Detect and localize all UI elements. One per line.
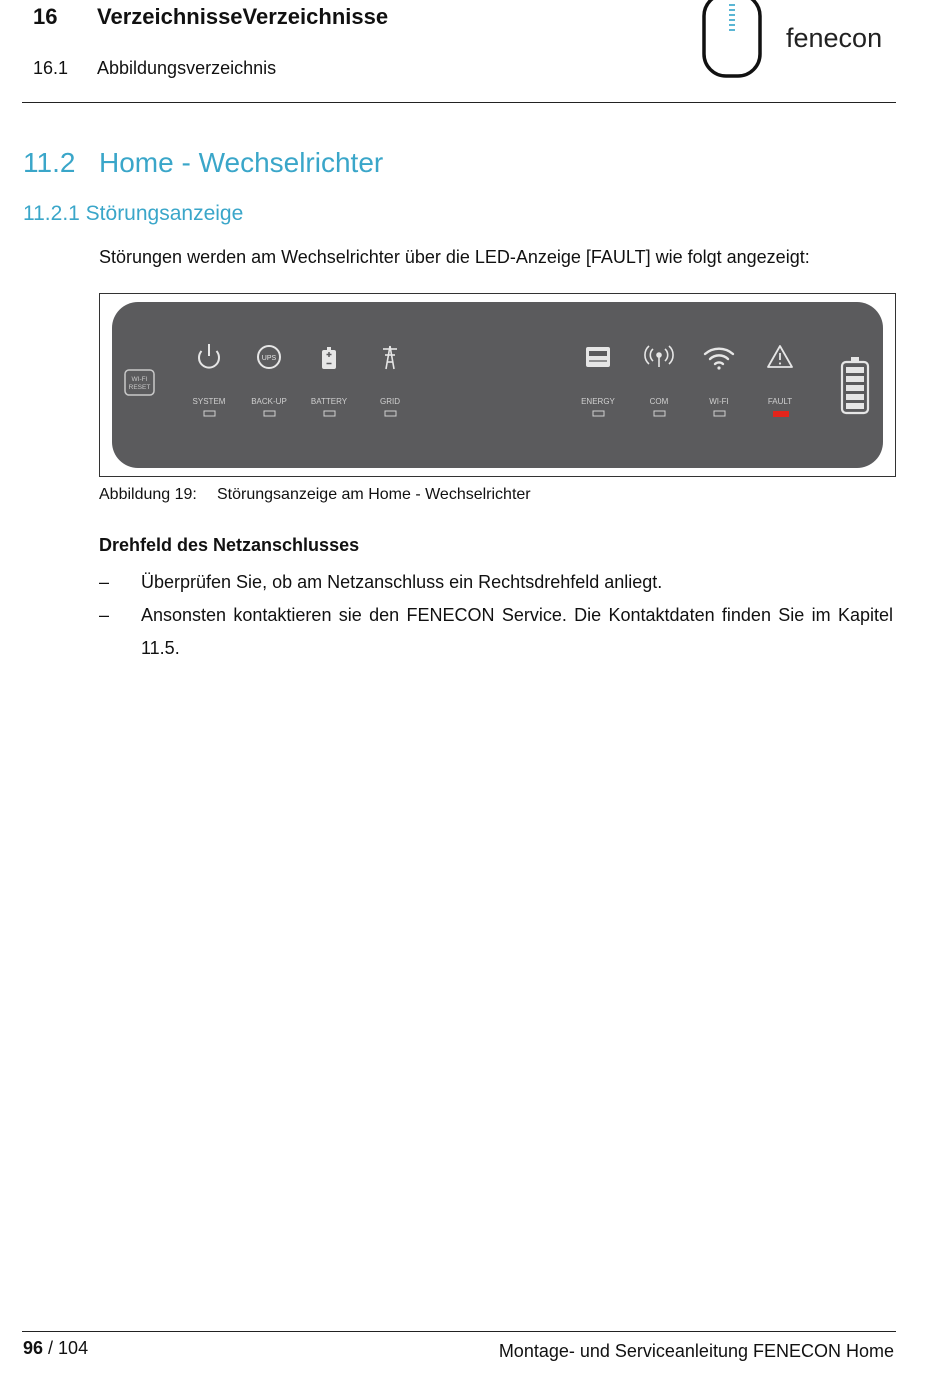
current-page: 96 [23, 1338, 44, 1358]
chapter-number: 16 [33, 4, 58, 29]
battery-icon [322, 347, 336, 369]
section-title-header: Abbildungsverzeichnis [97, 58, 277, 78]
subsection-heading [23, 202, 243, 226]
footer-rule [22, 1331, 896, 1332]
led-fault-active [773, 411, 789, 417]
section-heading [23, 147, 383, 179]
logo-text: fenecon [786, 23, 883, 53]
bullet-marker: – [99, 572, 110, 592]
page-number [23, 1338, 88, 1359]
fenecon-logo-graphic [700, 0, 900, 80]
fenecon-logo [700, 0, 900, 80]
bullet-text: Überprüfen Sie, ob am Netzanschluss ein Rechtsdrehfeld anliegt. [141, 572, 663, 592]
figure-caption-label: Abbildung 19: [99, 486, 197, 503]
svg-text:RESET: RESET [128, 384, 151, 391]
subsection-heading-title: Störungsanzeige [85, 202, 244, 225]
bullet-text: Ansonsten kontaktieren sie den FENECON Service. Die Kontaktdaten finden Sie im Kapitel 11.5. [141, 605, 893, 658]
section-heading-number: 11.2 [23, 147, 76, 178]
inverter-panel-illustration [100, 294, 895, 476]
figure-caption-text: Störungsanzeige am Home - Wechselrichter [217, 486, 531, 503]
inverter-led-figure [99, 293, 896, 477]
section-heading-title: Home - Wechselrichter [99, 147, 384, 178]
subheading: Drehfeld des Netzanschlusses [99, 535, 360, 555]
section-number-header: 16.1 [33, 58, 69, 78]
figure-caption [99, 486, 531, 504]
chapter-title: VerzeichnisseVerzeichnisse [97, 4, 389, 29]
bullet-marker: – [99, 605, 110, 625]
svg-text:WI-FI: WI-FI [131, 376, 148, 383]
page-separator: / [43, 1338, 59, 1358]
total-pages: 104 [58, 1338, 89, 1358]
led-label-grid: GRID [380, 397, 400, 406]
led-label-wifi: WI-FI [709, 397, 729, 406]
intro-paragraph: Störungen werden am Wechselrichter über die LED-Anzeige [FAULT] wie folgt angezeigt: [99, 247, 810, 267]
led-label-system: SYSTEM [192, 397, 226, 406]
led-label-backup: BACK-UP [251, 397, 287, 406]
led-label-com: COM [649, 397, 669, 406]
led-label-battery: BATTERY [310, 397, 348, 406]
led-label-fault: FAULT [767, 397, 793, 406]
inverter-panel [112, 302, 883, 468]
svg-text:UPS: UPS [261, 355, 277, 362]
footer-document-title: Montage- und Serviceanleitung FENECON Home [498, 1341, 894, 1361]
led-label-energy: ENERGY [581, 397, 615, 406]
energy-meter-icon [586, 347, 610, 367]
subsection-heading-number: 11.2.1 [23, 202, 80, 225]
header-rule [22, 102, 896, 103]
